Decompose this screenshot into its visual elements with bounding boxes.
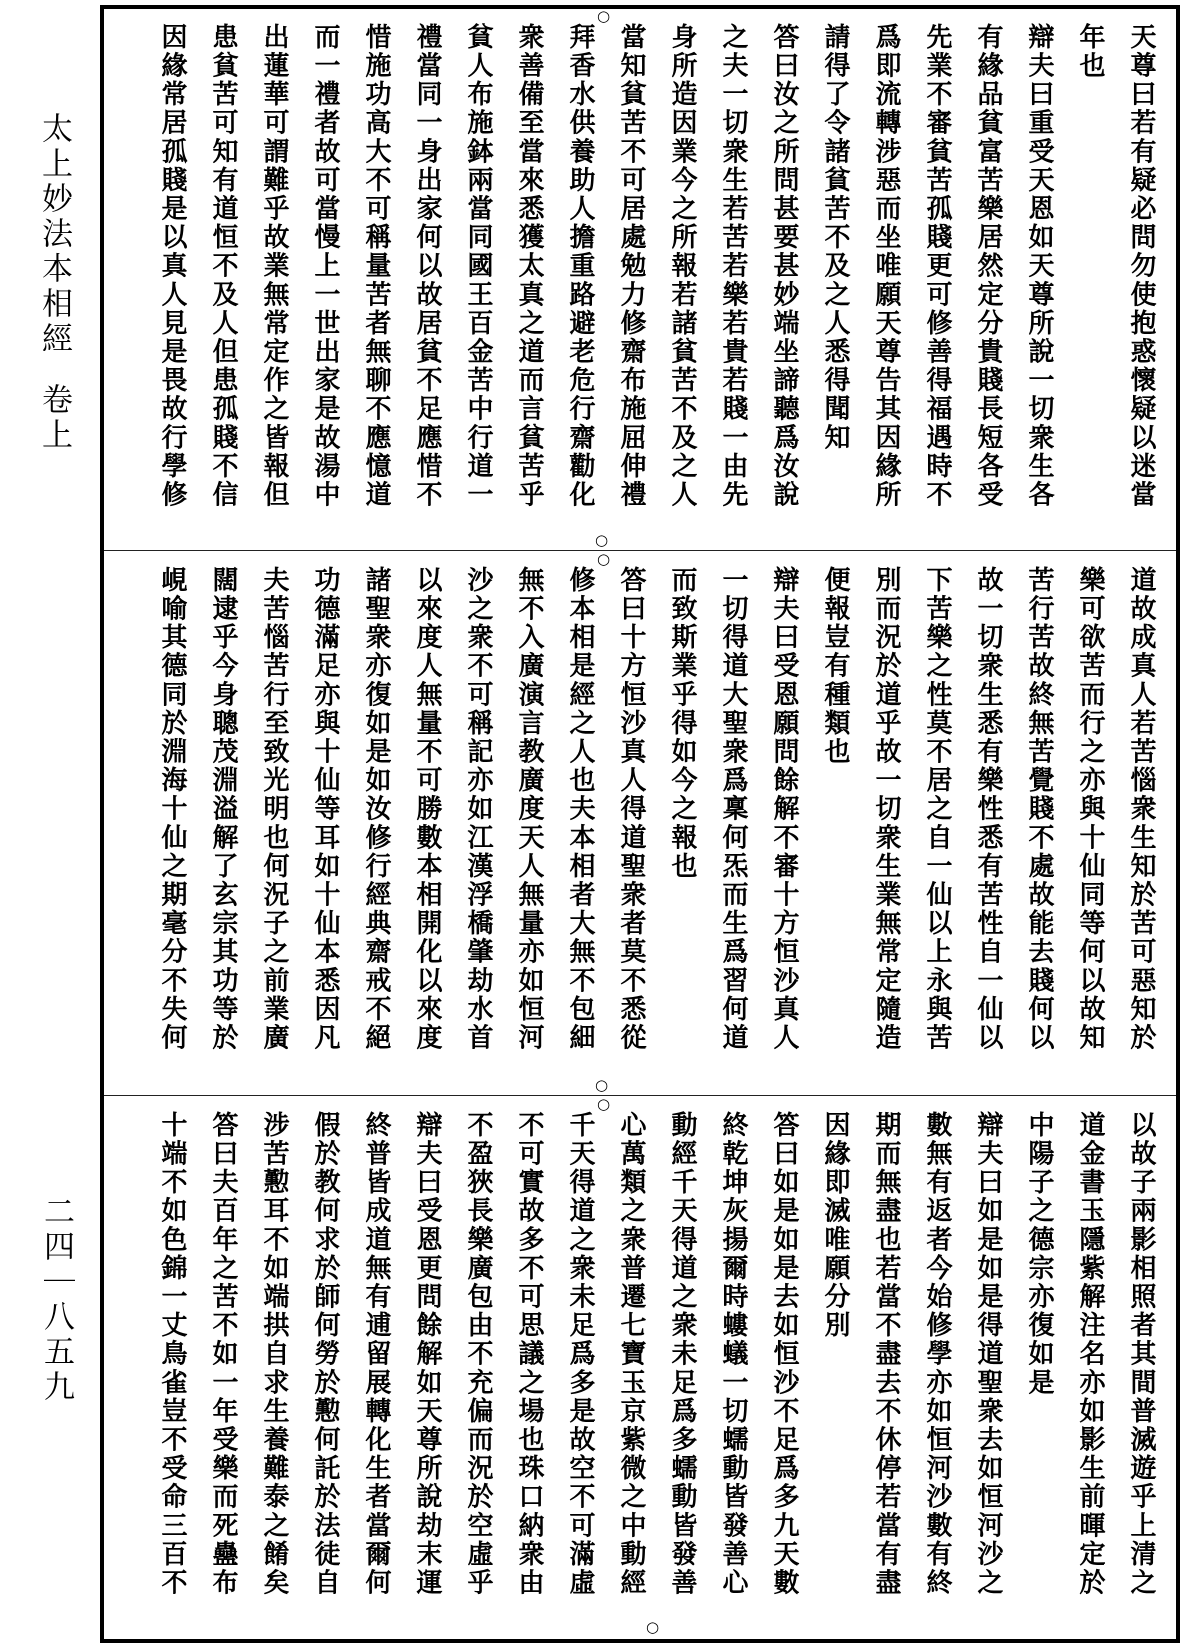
column-text: 動經千天得道之衆未足爲多蠕動皆發善 — [667, 1111, 697, 1598]
text-column — [452, 1111, 503, 1629]
column-text: 答曰十方恒沙真人得道聖衆者莫不悉從 — [616, 566, 646, 1053]
text-column — [1115, 1111, 1166, 1629]
column-text: 爲即流轉涉惡而坐唯願天尊告其因緣所 — [871, 23, 901, 510]
column-text: 衆善備至當來悉獲太真之道而言貧苦乎 — [514, 23, 544, 510]
column-text: 一切得道大聖衆爲稟何炁而生爲習何道 — [718, 566, 748, 1053]
text-column — [503, 23, 554, 542]
text-column — [911, 23, 962, 542]
column-text: 先業不審貧苦孤賤更可修善得福遇時不 — [922, 23, 952, 510]
column-text: 而致斯業乎得如今之報也 — [667, 566, 697, 881]
text-column — [656, 566, 707, 1087]
book-title: 太上妙法本相經 — [36, 112, 72, 357]
column-text: 因緣常居孤賤是以真人見是畏故行學修 — [157, 23, 187, 510]
volume-label: 卷上 — [36, 383, 72, 453]
text-column — [962, 1111, 1013, 1629]
text-column — [962, 23, 1013, 542]
column-text: 闊逮乎今身聰茂淵溢解了玄宗其功等於 — [208, 566, 238, 1053]
page-number: 二四｜八五九 — [38, 1195, 74, 1405]
text-column — [809, 1111, 860, 1629]
column-text: 道金書玉隱紫解注名亦如影生前暉定於 — [1075, 1111, 1105, 1598]
text-column — [350, 1111, 401, 1629]
column-text: 終乾坤灰揚爾時螻蟻一切蠕動皆發善心 — [718, 1111, 748, 1598]
paragraph-circle-mark: ○ — [597, 1095, 613, 1113]
column-text: 千天得道之衆未足爲多是故空不可滿虛 — [565, 1111, 595, 1598]
text-column — [809, 23, 860, 542]
paragraph-circle-mark: ○ — [597, 7, 613, 25]
column-text: 請得了令諸貧苦不及之人悉得聞知 — [820, 23, 850, 452]
column-text: 便報豈有種類也 — [820, 566, 850, 767]
register-divider — [104, 550, 1176, 551]
column-text: 期而無盡也若當不盡去不休停若當有盡 — [871, 1111, 901, 1598]
text-column — [350, 566, 401, 1087]
text-column — [911, 566, 962, 1087]
text-column — [248, 23, 299, 542]
text-column — [1115, 23, 1166, 542]
paragraph-circle-mark: ○ — [597, 550, 613, 568]
column-text: 故一切衆生悉有樂性悉有苦性自一仙以 — [973, 566, 1003, 1053]
column-text: 夫苦惱苦行至致光明也何況子之前業廣 — [259, 566, 289, 1053]
running-title — [32, 112, 77, 453]
column-text: 貧人布施鉢兩當同國王百金苦中行道一 — [463, 23, 493, 510]
column-text: 天尊曰若有疑必問勿使抱惑懷疑以迷當 — [1126, 23, 1156, 510]
column-text: 十端不如色錦一丈鳥雀豈不受命三百不 — [157, 1111, 187, 1598]
text-column — [146, 566, 197, 1087]
text-column — [554, 566, 605, 1087]
column-text: 以來度人無量不可勝數本相開化以來度 — [412, 566, 442, 1053]
text-column — [401, 1111, 452, 1629]
text-column — [1064, 566, 1115, 1087]
column-text: 修本相是經之人也夫本相者大無不包細 — [565, 566, 595, 1053]
paragraph-circle-mark: ○ — [595, 1076, 611, 1094]
text-column — [350, 23, 401, 542]
text-column — [299, 1111, 350, 1629]
column-text: 樂可欲苦而行之亦與十仙同等何以故知 — [1075, 566, 1105, 1053]
text-column — [401, 23, 452, 542]
column-text: 身所造因業今之所報若諸貧苦不及之人 — [667, 23, 697, 510]
column-text: 而一禮者故可當慢上一世出家是故湯中 — [310, 23, 340, 510]
text-column — [707, 566, 758, 1087]
text-column — [707, 23, 758, 542]
column-text: 終普皆成道無有逋留展轉化生者當爾何 — [361, 1111, 391, 1598]
column-text: 惜施功高大不可稱量苦者無聊不應憶道 — [361, 23, 391, 510]
column-text: 苦行苦故終無苦覺賤不處故能去賤何以 — [1024, 566, 1054, 1053]
column-text: 辯夫曰如是如是得道聖衆去如恒河沙之 — [973, 1111, 1003, 1598]
column-text: 患貧苦可知有道恒不及人但患孤賤不信 — [208, 23, 238, 510]
column-text: 別而況於道乎故一切衆生業無常定隨造 — [871, 566, 901, 1053]
text-column — [1013, 566, 1064, 1087]
column-text: 年也 — [1075, 23, 1105, 81]
text-column — [197, 1111, 248, 1629]
text-column — [595, 550, 656, 1094]
text-column — [758, 566, 809, 1087]
text-column — [1115, 566, 1166, 1087]
column-text: 不盈狹長樂廣包由不充偏而況於空虛乎 — [463, 1111, 493, 1598]
text-column — [197, 566, 248, 1087]
text-column — [503, 566, 554, 1087]
page-frame — [100, 5, 1180, 1643]
column-text: 拜香水供養助人擔重路避老危行齋勸化 — [565, 23, 595, 510]
text-column — [452, 566, 503, 1087]
text-column — [299, 23, 350, 542]
column-text: 有緣品貧富苦樂居然定分貴賤長短各受 — [973, 23, 1003, 510]
text-column — [911, 1111, 962, 1629]
text-column — [809, 566, 860, 1087]
text-column — [248, 1111, 299, 1629]
text-column — [1064, 23, 1115, 542]
text-column — [860, 1111, 911, 1629]
column-text: 假於教何求於師何勞於懃何託於法徒自 — [310, 1111, 340, 1598]
text-column — [248, 566, 299, 1087]
text-column — [1013, 23, 1064, 542]
text-column — [299, 566, 350, 1087]
text-column — [656, 23, 707, 542]
text-column — [707, 1111, 758, 1629]
column-text: 涉苦懃耳不如端拱自求生養難泰之餚矣 — [259, 1111, 289, 1598]
column-text: 中陽子之德宗亦復如是 — [1024, 1111, 1054, 1397]
column-text: 道故成真人若苦惱衆生知於苦可惡知於 — [1126, 566, 1156, 1053]
column-text: 沙之衆不可稱記亦如江漢浮橋肇劫水首 — [463, 566, 493, 1053]
text-column — [597, 1095, 656, 1629]
text-column — [758, 23, 809, 542]
paragraph-circle-mark: ○ — [646, 1618, 662, 1636]
text-column — [962, 566, 1013, 1087]
column-text: 心萬類之衆普遷七寶玉京紫微之中動經 — [616, 1111, 646, 1598]
column-text: 禮當同一身出家何以故居貧不足應惜不 — [412, 23, 442, 510]
text-column — [860, 566, 911, 1087]
column-text: 答曰汝之所問甚要甚妙端坐諦聽爲汝說 — [769, 23, 799, 510]
text-column — [1013, 1111, 1064, 1629]
column-text: 答曰如是如是去如恒沙不足爲多九天數 — [769, 1111, 799, 1598]
column-text: 辯夫曰重受天恩如天尊所說一切衆生各 — [1024, 23, 1054, 510]
column-text: 答曰夫百年之苦不如一年受樂而死蠱布 — [208, 1111, 238, 1598]
text-column — [554, 23, 605, 542]
column-text: 因緣即滅唯願分別 — [820, 1111, 850, 1340]
text-column — [758, 1111, 809, 1629]
register-divider — [104, 1095, 1176, 1096]
text-column — [401, 566, 452, 1087]
column-text: 之夫一切衆生若苦若樂若貴若賤一由先 — [718, 23, 748, 510]
column-text: 以故子兩影相照者其間普滅遊乎上清之 — [1126, 1111, 1156, 1598]
text-column — [595, 7, 656, 549]
text-column — [503, 1111, 554, 1629]
column-text: 當知貧苦不可居處勉力修齋布施屈伸禮 — [616, 23, 646, 510]
text-column — [452, 23, 503, 542]
text-column — [146, 23, 197, 542]
text-column — [554, 1111, 605, 1629]
text-register-1 — [104, 9, 1176, 550]
column-text: 下苦樂之性莫不居之自一仙以上永與苦 — [922, 566, 952, 1053]
column-text: 辯夫曰受恩更問餘解如天尊所說劫末運 — [412, 1111, 442, 1598]
column-text: 數無有返者今始修學亦如恒河沙數有終 — [922, 1111, 952, 1598]
text-register-2 — [104, 552, 1176, 1095]
text-column — [1064, 1111, 1115, 1629]
column-text: 功德滿足亦與十仙等耳如十仙本悉因凡 — [310, 566, 340, 1053]
text-column — [197, 23, 248, 542]
column-text: 無不入廣演言教廣度天人無量亦如恒河 — [514, 566, 544, 1053]
column-text: 峴喻其德同於淵海十仙之期毫分不失何 — [157, 566, 187, 1053]
column-text: 辯夫曰受恩願問餘解不審十方恒沙真人 — [769, 566, 799, 1053]
text-column — [146, 1111, 197, 1629]
column-text: 不可實故多不可思議之場也珠口納衆由 — [514, 1111, 544, 1598]
column-text: 出蓮華可謂難乎故業無常定作之皆報但 — [259, 23, 289, 510]
column-text: 諸聖衆亦復如是如汝修行經典齋戒不絕 — [361, 566, 391, 1053]
text-column — [646, 1111, 707, 1636]
text-column — [860, 23, 911, 542]
paragraph-circle-mark: ○ — [595, 531, 611, 549]
text-register-3 — [104, 1097, 1176, 1637]
